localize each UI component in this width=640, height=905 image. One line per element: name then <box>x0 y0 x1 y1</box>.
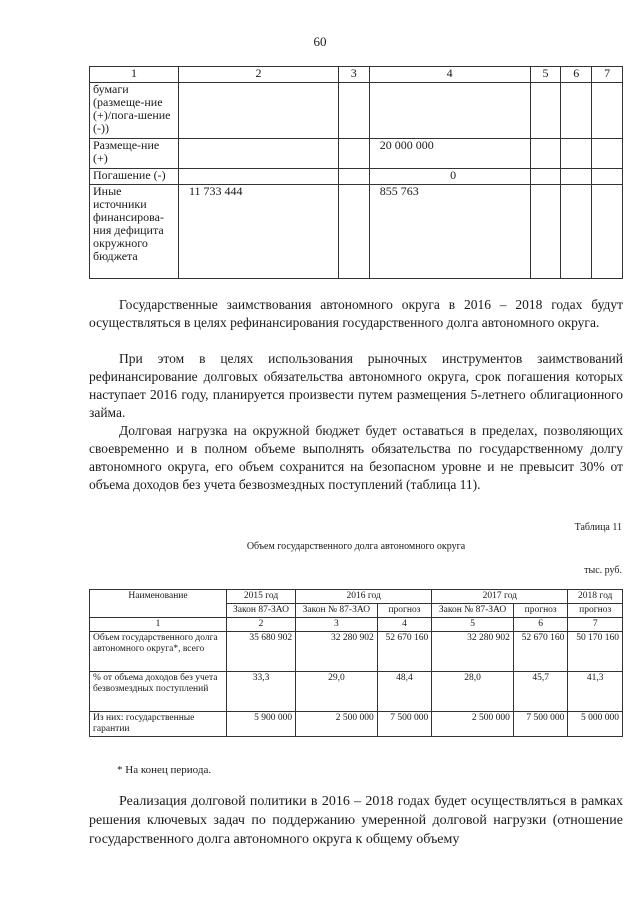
cell: 52 670 160 <box>377 632 432 672</box>
cell <box>592 185 623 279</box>
header-cell: Наименование <box>90 590 227 618</box>
table-number-row <box>90 618 623 632</box>
cell: 7 500 000 <box>513 712 568 737</box>
header-cell: 4 <box>369 67 530 83</box>
paragraph-text: При этом в целях использования рыночных инструментов заимствований рефинансирование долговых обязательства автономного округа, срок погашения которых наступает 2016 году, планируется произвести путем размещения 5-летнего облигационного займа. <box>89 351 623 420</box>
cell <box>561 83 592 139</box>
paragraph-refinancing <box>89 350 623 422</box>
cell <box>561 185 592 279</box>
header-cell: 2018 год <box>568 590 623 604</box>
row-label: Иные источники финансирова-ния дефицита окружного бюджета <box>90 185 179 279</box>
cell: 11 733 444 <box>179 185 339 279</box>
unit-label: тыс. руб. <box>584 565 622 576</box>
cell: 48,4 <box>377 672 432 712</box>
table-header-row <box>90 67 623 83</box>
cell <box>179 169 339 185</box>
table-row <box>90 712 623 737</box>
number-cell: 1 <box>90 618 227 632</box>
state-debt-table <box>89 589 623 737</box>
table-row <box>90 139 623 169</box>
cell: 855 763 <box>369 185 530 279</box>
header-cell: прогноз <box>377 604 432 618</box>
table-caption: Объем государственного долга автономного округа <box>246 541 466 552</box>
cell <box>530 169 561 185</box>
cell: 45,7 <box>513 672 568 712</box>
table-row <box>90 672 623 712</box>
row-label: Объем государственного долга автономного округа*, всего <box>90 632 227 672</box>
paragraph-borrowings <box>89 296 623 332</box>
header-cell: прогноз <box>568 604 623 618</box>
paragraph-text: Реализация долговой политики в 2016 – 2018 годах будет осуществляться в рамках решения ключевых задач по поддержанию умеренной долговой нагрузки (отношение государственного долга автономного округа к общему объему <box>89 794 623 847</box>
cell: 29,0 <box>296 672 378 712</box>
header-cell: 5 <box>530 67 561 83</box>
row-label: Погашение (-) <box>90 169 179 185</box>
cell <box>561 139 592 169</box>
cell: 20 000 000 <box>369 139 530 169</box>
cell <box>530 139 561 169</box>
table-row <box>90 185 623 279</box>
row-label: % от объема доходов без учета безвозмездных поступлений <box>90 672 227 712</box>
footnote: * На конец периода. <box>117 764 212 776</box>
paragraph-text: Государственные заимствования автономного округа в 2016 – 2018 годах будут осуществляться в целях рефинансирования государственного долга автономного округа. <box>89 297 623 330</box>
header-cell: 2 <box>179 67 339 83</box>
header-cell: 6 <box>561 67 592 83</box>
cell: 35 680 902 <box>227 632 296 672</box>
cell <box>592 169 623 185</box>
header-cell: 1 <box>90 67 179 83</box>
cell <box>179 83 339 139</box>
header-cell: прогноз <box>513 604 568 618</box>
table-row <box>90 169 623 185</box>
paragraph-debt-load <box>89 422 623 494</box>
header-cell: Закон № 87-ЗАО <box>296 604 378 618</box>
table-row <box>90 83 623 139</box>
cell: 32 280 902 <box>432 632 514 672</box>
table-row <box>90 632 623 672</box>
cell: 52 670 160 <box>513 632 568 672</box>
cell: 50 170 160 <box>568 632 623 672</box>
number-cell: 3 <box>296 618 378 632</box>
page-number: 60 <box>313 34 327 49</box>
cell: 5 000 000 <box>568 712 623 737</box>
cell <box>530 185 561 279</box>
header-cell: 2015 год <box>227 590 296 604</box>
number-cell: 2 <box>227 618 296 632</box>
number-cell: 5 <box>432 618 514 632</box>
cell: 0 <box>369 169 530 185</box>
cell: 33,3 <box>227 672 296 712</box>
table-header-row <box>90 590 623 604</box>
row-label: Из них: государственные гарантии <box>90 712 227 737</box>
header-cell: Закон № 87-ЗАО <box>432 604 514 618</box>
paragraph-text: Долговая нагрузка на окружной бюджет будет оставаться в пределах, позволяющих своевременно и в полном объеме выполнять обязательства по государственному долгу автономного округа, его объем сохранится на безопасном уровне и не превысит 30% от объема доходов без учета безвозмездных поступлений (таблица 11). <box>89 423 623 492</box>
cell <box>369 83 530 139</box>
header-cell: 2016 год <box>296 590 432 604</box>
cell: 5 900 000 <box>227 712 296 737</box>
cell: 7 500 000 <box>377 712 432 737</box>
cell: 28,0 <box>432 672 514 712</box>
header-cell: 2017 год <box>432 590 568 604</box>
cell: 2 500 000 <box>432 712 514 737</box>
cell: 41,3 <box>568 672 623 712</box>
row-label: бумаги (размеще-ние (+)/пога-шение (-)) <box>90 83 179 139</box>
cell <box>561 169 592 185</box>
header-cell: Закон 87-ЗАО <box>227 604 296 618</box>
cell <box>338 185 369 279</box>
cell: 2 500 000 <box>296 712 378 737</box>
financing-sources-table <box>89 66 623 279</box>
number-cell: 4 <box>377 618 432 632</box>
cell <box>338 83 369 139</box>
header-cell: 7 <box>592 67 623 83</box>
cell <box>530 83 561 139</box>
row-label: Размеще-ние (+) <box>90 139 179 169</box>
cell <box>338 169 369 185</box>
cell <box>338 139 369 169</box>
header-cell: 3 <box>338 67 369 83</box>
cell <box>179 139 339 169</box>
cell <box>592 139 623 169</box>
number-cell: 6 <box>513 618 568 632</box>
cell <box>592 83 623 139</box>
paragraph-debt-policy <box>89 792 623 849</box>
number-cell: 7 <box>568 618 623 632</box>
table-label: Таблица 11 <box>574 522 622 533</box>
cell: 32 280 902 <box>296 632 378 672</box>
